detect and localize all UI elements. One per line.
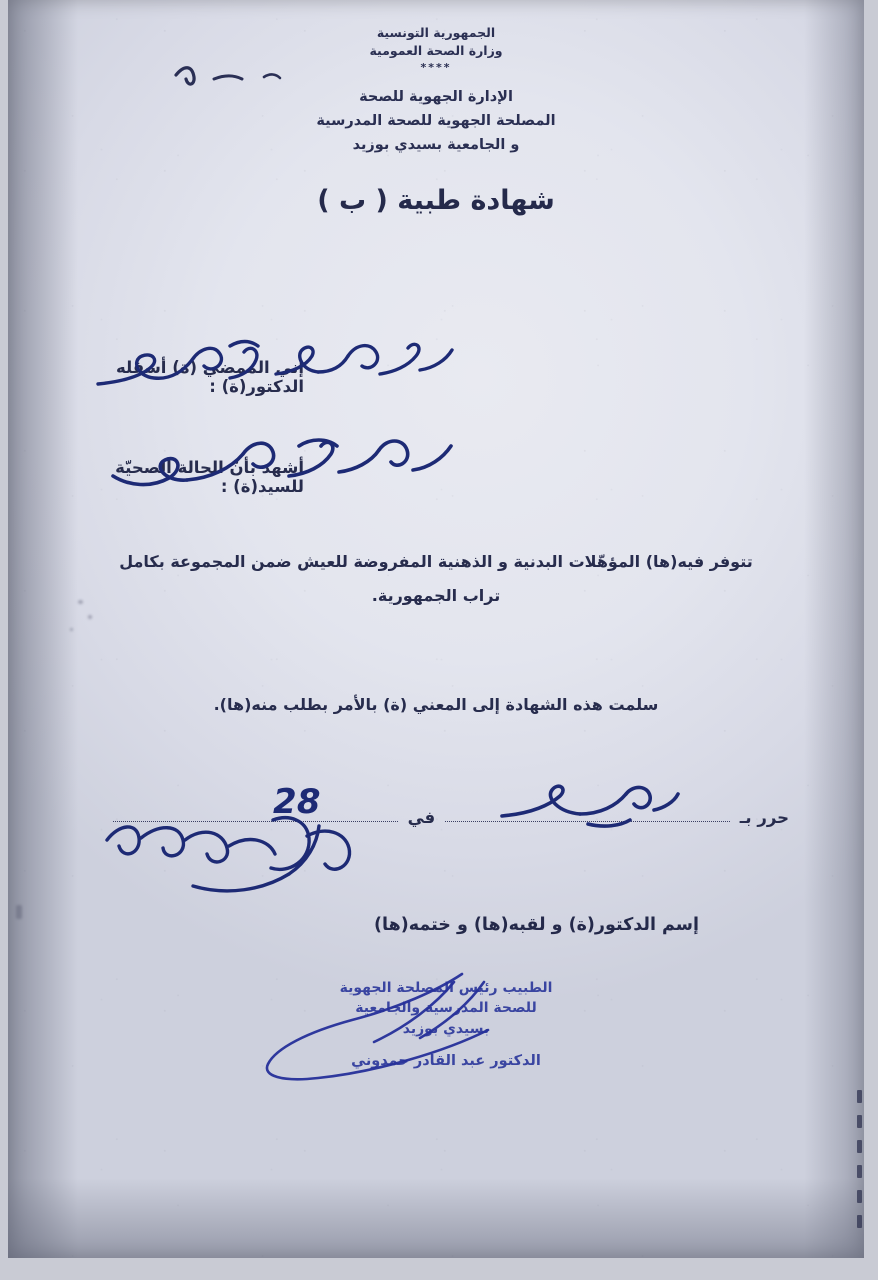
delivery-text: سلمت هذه الشهادة إلى المعني (ة) بالأمر بطلب منه(ها). — [213, 695, 659, 714]
stamp-line-1: الطبيب رئيس المصلحة الجهوية — [339, 980, 553, 996]
header-ministry: وزارة الصحة العمومية — [369, 43, 503, 59]
stamp-line-4: الدكتور عبد القادر حمدوني — [351, 1052, 541, 1069]
paper-smudge-1 — [78, 600, 83, 604]
stamp-line-3: بسيدي بوزيد — [402, 1020, 490, 1037]
document-header — [8, 24, 864, 76]
body-line-2: تراب الجمهورية. — [371, 585, 501, 605]
administration-block — [8, 86, 864, 158]
header-stars: **** — [420, 61, 452, 75]
admin-line-3: و الجامعية بسيدي بوزيد — [352, 136, 520, 153]
footer-written-at-label: حرر بـ — [739, 808, 789, 827]
document-title: شهادة طبية ( ب ) — [317, 185, 555, 216]
field-doctor-name-row — [83, 358, 304, 396]
footer-date-dots — [113, 820, 398, 822]
field-patient-name-label: أشهد بأنّ الحالة الصحيّة للسيد(ة) : — [115, 458, 304, 496]
footer-date-label: في — [407, 808, 436, 827]
signature-label: إسم الدكتور(ة) و لقبه(ها) و ختمه(ها) — [374, 915, 699, 935]
scan-shadow-bottom — [8, 1178, 864, 1258]
paper-smudge-2 — [88, 615, 92, 619]
body-line-1: تتوفر فيه(ها) المؤهّلات البدنية و الذهنية المفروضة للعيش ضمن المجموعة بكامل — [119, 552, 753, 571]
stamp-line-2: للصحة المدرسية والجامعية — [355, 1000, 537, 1017]
field-patient-name-row — [83, 458, 304, 496]
admin-line-2: المصلحة الجهوية للصحة المدرسية — [316, 112, 556, 129]
body-paragraph — [78, 545, 794, 612]
admin-line-1: الإدارة الجهوية للصحة — [359, 89, 513, 105]
header-country: الجمهورية التونسية — [376, 25, 496, 40]
footer-place-dots — [445, 820, 730, 822]
delivery-note — [78, 688, 794, 722]
paper-sheet — [8, 0, 864, 1258]
field-doctor-name-label: إني الممضي (ة) أسفله الدكتور(ة) : — [115, 358, 304, 396]
paper-smudge-3 — [70, 628, 73, 631]
footer-place-date-row — [103, 808, 789, 827]
paper-smudge-4 — [16, 905, 22, 919]
page-edge-marks — [854, 1090, 862, 1260]
handwriting-date-value: 28 — [273, 782, 321, 822]
official-stamp — [268, 978, 624, 1072]
